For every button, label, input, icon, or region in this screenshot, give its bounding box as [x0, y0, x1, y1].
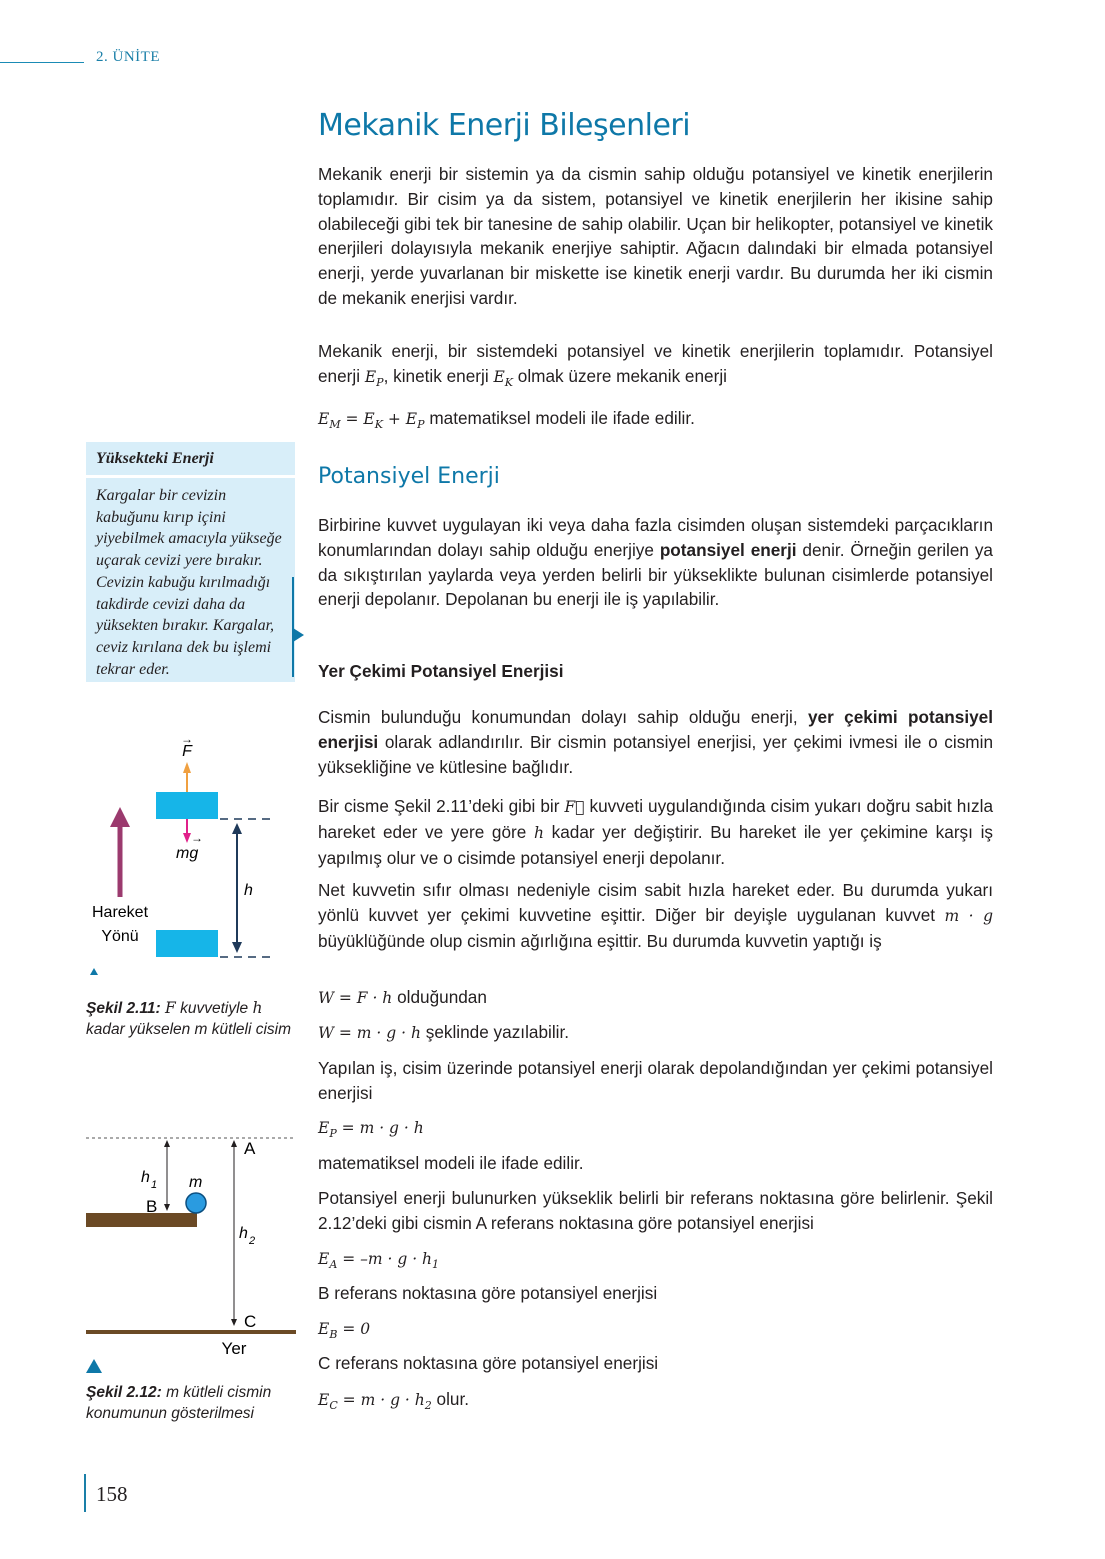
direction-label-1: Hareket	[91, 904, 149, 921]
label-h2: h	[239, 1225, 248, 1242]
figure-2-11	[86, 735, 301, 975]
direction-arrow-icon	[110, 807, 130, 827]
page-number-rule	[84, 1474, 86, 1512]
block-top	[156, 792, 218, 819]
work-equation-2: W = m · g · h şeklinde yazılabilir.	[318, 1022, 570, 1042]
pe-formula: $E_P = m \cdot g \cdot h$	[318, 1119, 424, 1141]
potential-paragraph-9: C referans noktasına göre potansiyel enerjisi	[318, 1353, 659, 1373]
label-a: A	[244, 1139, 256, 1158]
weight-label: mg	[176, 845, 199, 862]
caption-marker-icon	[86, 1359, 102, 1373]
h2-arrow-up-icon	[231, 1140, 237, 1147]
weight-vector-arrow-icon: →	[191, 831, 203, 845]
h1-arrow-up-icon	[164, 1140, 170, 1147]
sidebox-header	[86, 442, 295, 475]
force-vector-arrow-icon: →	[181, 735, 193, 746]
label-h1: h	[141, 1169, 150, 1186]
potential-paragraph-5: Yapılan iş, cisim üzerinde potansiyel enerji olarak depolandığından yer çekimi potansiyel enerjisi	[318, 1058, 993, 1103]
potential-paragraph-4: Net kuvvetin sıfır olması nedeniyle cisim sabit hızla hareket eder. Bu durumda yukarı yönlü kuvvet yer çekimi kuvvetine eşittir. Diğer bir deyişle uygulanan kuvvet m · g büyüklüğünde olup cismin ağırlığına eşittir. Bu durumda kuvvetin yaptığı iş	[318, 880, 993, 951]
caption-marker-icon	[86, 968, 102, 975]
work-equation-1: W = F · h olduğundan	[318, 987, 487, 1007]
force-label: F	[182, 743, 192, 760]
intro-paragraph-1: Mekanik enerji bir sistemin ya da cismin sahip olduğu potansiyel ve kinetik enerjilerin toplamıdır. Bir cisim ya da sistem, potansiyel ve kinetik enerjilerin her ikisine sahip olabileceği gibi tek bir tanesine de sahip olabilir. Uçan bir helikopter, potansiyel ve kinetik enerjileri dolayısıyla mekanik enerjiye sahiptir. Ağacın dalındaki bir elmada potansiyel enerji, yerde yuvarlanan bir miskette ise kinetik enerji vardır. Bu durumda her iki cismin de mekanik enerjisi vardır.	[318, 164, 993, 308]
sidebox-body	[86, 478, 295, 682]
weight-arrow-icon	[183, 833, 191, 843]
h1-arrow-down-icon	[164, 1204, 170, 1211]
label-h1-sub: 1	[151, 1179, 158, 1191]
sidebox-pointer-icon	[293, 628, 305, 642]
potential-paragraph-2: Cismin bulunduğu konumundan dolayı sahip olduğu enerji, yer çekimi potansiyel enerjisi olarak adlandırılır. Bir cismin potansiyel enerjisi, yer çekimi ivmesi ile o cismin yüksekliğine ve kütlesine bağlıdır.	[318, 707, 994, 777]
shelf	[86, 1213, 197, 1227]
pe-formula-b: $E_B = 0$	[318, 1320, 371, 1342]
height-arrow-down-icon	[232, 942, 242, 953]
figure-2-12-caption: Şekil 2.12: m kütleli cismin konumunun gösterilmesi	[86, 1384, 272, 1422]
ground	[86, 1330, 296, 1334]
h2-arrow-down-icon	[231, 1319, 237, 1326]
section-heading-potential: Potansiyel Enerji	[318, 464, 500, 489]
potential-paragraph-3: Bir cisme Şekil 2.11’deki gibi bir F⃗ kuvveti uygulandığında cisim yukarı doğru sabit hızla hareket eder ve yere göre h kadar yer değiştirir. Bu hareket ile yer çekimine karşı iş yapılmış olur ve o cisimde potansiyel enerji depolanır.	[318, 796, 994, 868]
label-b: B	[146, 1197, 158, 1216]
potential-paragraph-1: Birbirine kuvvet uygulayan iki veya daha fazla cisimden oluşan sistemdeki parçacıkların konumlarından dolayı sahip olduğu enerjiye potansiyel enerji denir. Örneğin gerilen ya da sıkıştırılan yaylarda veya yerden belirli bir yükseklikte bulunan cisimlerde potansiyel enerji depolanır. Depolanan bu enerji ile iş yapılabilir.	[318, 515, 993, 610]
label-ground: Yer	[221, 1339, 247, 1358]
height-arrow-up-icon	[232, 823, 242, 834]
label-m: m	[189, 1174, 203, 1191]
figure-2-11-caption: Şekil 2.11: F kuvvetiyle h kadar yükselen m kütleli cisim	[86, 999, 292, 1038]
mechanical-energy-formula: $E_M = E_K + E_P$ matematiksel modeli ile ifade edilir.	[318, 408, 695, 432]
sidebox-marker-line	[292, 577, 294, 677]
ball	[186, 1193, 206, 1213]
page-title: Mekanik Enerji Bileşenleri	[318, 108, 691, 143]
intro-paragraph-2: Mekanik enerji, bir sistemdeki potansiyel ve kinetik enerjilerin toplamıdır. Potansiyel enerji $E_P$, kinetik enerji $E_K$ olmak üzere mekanik enerji	[318, 341, 993, 389]
pe-formula-c: $E_C = m \cdot g \cdot h_2$ olur.	[318, 1389, 470, 1413]
direction-label-2: Yönü	[101, 928, 139, 945]
height-label: h	[244, 882, 253, 899]
figure-2-12	[86, 1130, 301, 1375]
force-arrow-icon	[183, 762, 191, 773]
gravity-pe-heading: Yer Çekimi Potansiyel Enerjisi	[318, 661, 564, 681]
page-number: 158	[96, 1482, 128, 1506]
label-c: C	[244, 1312, 257, 1331]
block-bottom	[156, 930, 218, 957]
unit-label: 2. ÜNİTE	[96, 49, 160, 65]
potential-paragraph-8: B referans noktasına göre potansiyel enerjisi	[318, 1283, 658, 1303]
sidebox-title: Yüksekteki Enerji	[96, 450, 214, 467]
label-h2-sub: 2	[249, 1235, 256, 1247]
potential-paragraph-7: Potansiyel enerji bulunurken yükseklik belirli bir referans noktasına göre belirlenir. Şekil 2.12’deki gibi cismin A referans noktasına göre potansiyel enerjisi	[318, 1188, 993, 1233]
header-rule	[0, 62, 84, 63]
potential-paragraph-6: matematiksel modeli ile ifade edilir.	[318, 1153, 584, 1173]
sidebox-text: Kargalar bir cevizin kabuğunu kırıp içini yiyebilmek amacıyla yükseğe uçarak cevizi yere bırakır. Cevizin kabuğu kırılmadığı takdirde cevizi daha da yüksekten bırakır. Kargalar, ceviz kırılana dek bu işlemi tekrar eder.	[96, 487, 282, 678]
pe-formula-a: $E_A = -m \cdot g \cdot h_1$	[318, 1250, 440, 1272]
